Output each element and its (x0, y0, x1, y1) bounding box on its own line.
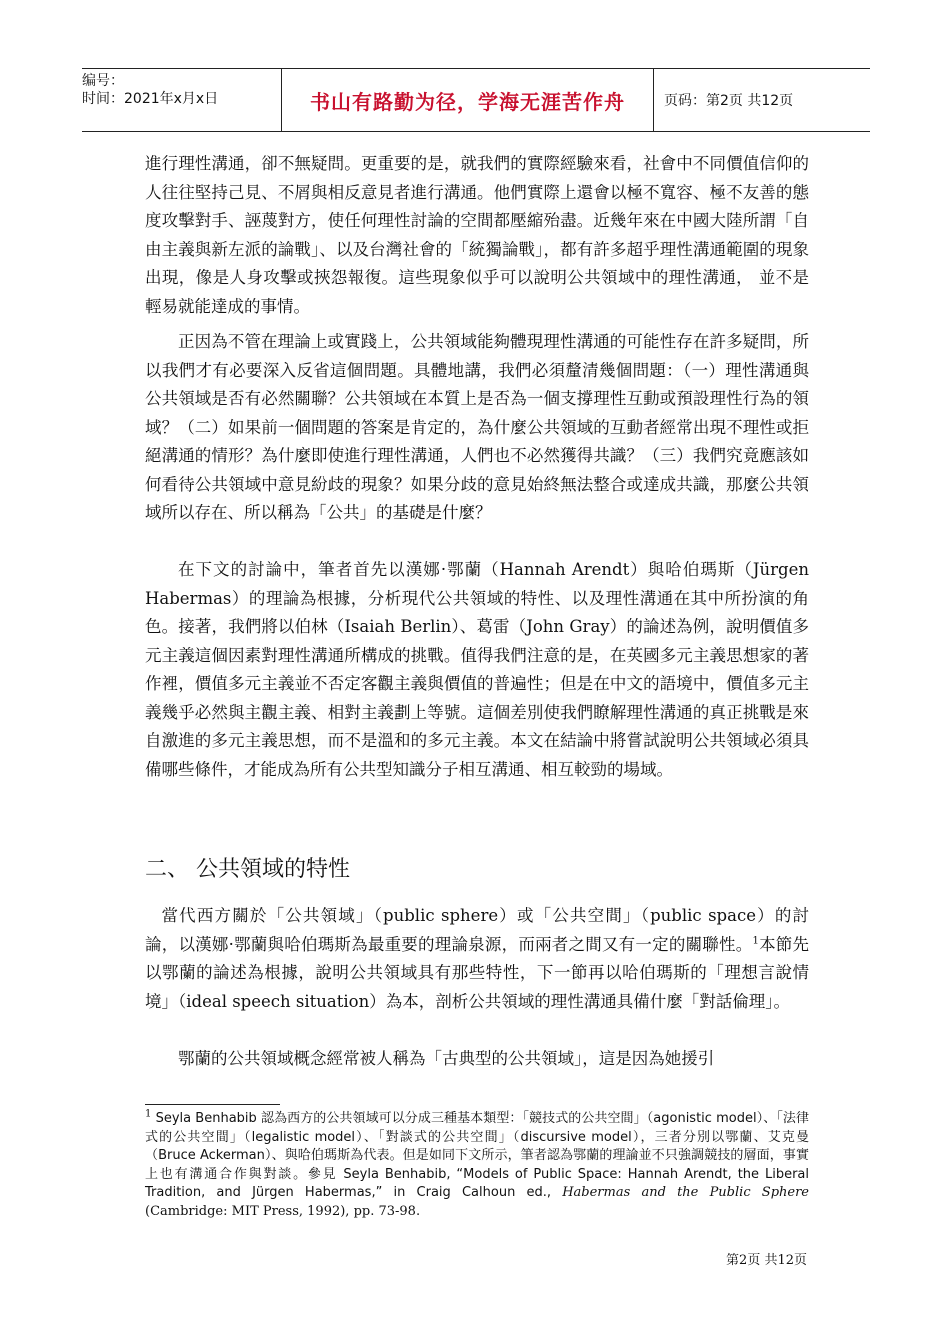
paragraph-4 (145, 902, 809, 1016)
footnote-divider (145, 1104, 280, 1105)
header-motto: 书山有路勤为径，学海无涯苦作舟 (281, 69, 654, 131)
page-footer-number: 第2页 共12页 (726, 1253, 807, 1268)
paragraph-4-continued: 本節先以鄂蘭的論述為根據，說明公共領域具有那些特性，下一節再以哈伯瑪斯的「理想言說情境」（ideal speech situation）為本，剖析公共領域的理性溝通具備什麼「對話倫理」。 (145, 934, 810, 1011)
paragraph-1-block (145, 150, 809, 321)
paragraph-2: 正因為不管在理論上或實踐上，公共領域能夠體現理性溝通的可能性存在許多疑問，所以我們才有必要深入反省這個問題。具體地講，我們必須釐清幾個問題：（一）理性溝通與公共領域是否有必然關聯？公共領域在本質上是否為一個支撐理性互動或預設理性行為的領域？（二）如果前一個問題的答案是肯定的，為什麼公共領域的互動者經常出現不理性或拒絕溝通的情形？為什麼即使進行理性溝通，人們也不必然獲得共識？（三）我們究竟應該如何看待公共領域中意見紛歧的現象？如果分歧的意見始終無法整合或達成共識，那麼公共領域所以存在、所以稱為「公共」的基礎是什麼？ (145, 332, 809, 522)
paragraph-2-block (145, 328, 809, 528)
paragraph-3: 在下文的討論中，筆者首先以漢娜·鄂蘭（Hannah Arendt）與哈伯瑪斯（Jürgen Habermas）的理論為根據，分析現代公共領域的特性、以及理性溝通在其中所扮演的角色。接著，我們將以伯林（Isaiah Berlin）、葛雷（John Gray）的論述為例，說明價值多元主義這個因素對理性溝通所構成的挑戰。值得我們注意的是，在英國多元主義思想家的著作裡，價值多元主義並不否定客觀主義與價值的普遍性；但是在中文的語境中，價值多元主義幾乎必然與主觀主義、相對主義劃上等號。這個差別使我們瞭解理性溝通的真正挑戰是來自激進的多元主義思想，而不是溫和的多元主義。本文在結論中將嘗試說明公共領域必須具備哪些條件，才能成為所有公共型知識分子相互溝通、相互較勁的場域。 (145, 560, 809, 779)
paragraph-4-text: 當代西方關於「公共領域」（public sphere）或「公共空間」（public space）的討論，以漢娜·鄂蘭與哈伯瑪斯為最重要的理論泉源，而兩者之間又有一定的關聯性。 (145, 906, 809, 954)
paragraph-3-block (145, 556, 809, 784)
paragraph-5-block (145, 1045, 809, 1074)
footnote-marker: 1 (145, 1108, 152, 1120)
section-title: 二、 公共領域的特性 (145, 857, 350, 882)
paragraph-4-block (145, 902, 809, 1016)
page-header (82, 68, 870, 132)
footnote-1 (145, 1110, 809, 1221)
paragraph-5: 鄂蘭的公共領域概念經常被人稱為「古典型的公共領域」，這是因為她援引 (178, 1049, 715, 1068)
footnote-book-title: Habermas and the Public Sphere (562, 1185, 809, 1200)
document-date-label: 时间：2021年x月x日 (82, 91, 219, 107)
footnote-text-a: Seyla Benhabib 認為西方的公共領域可以分成三種基本類型：「競技式的公共空間」（agonistic model）、「法律式的公共空間」（legalistic model）、「對談式的公共空間」（discursive model），三者分別以鄂蘭、艾克曼（Bruce Ackerman）、與哈伯瑪斯為代表。但是如同下文所示，筆者認為鄂蘭的理論並不只強調競技的層面，事實上也有溝通合作與對談。參見 Seyla Benhabib, “Models of Public Space: Hannah Arendt, the Liberal Tradition, and Jürgen Habermas,” in Craig Calhoun ed., (145, 1111, 809, 1200)
document-number-label: 编号： (82, 73, 124, 89)
footnote-ref-1[interactable]: 1 (752, 935, 759, 946)
paragraph-1: 進行理性溝通，卻不無疑問。更重要的是，就我們的實際經驗來看，社會中不同價值信仰的人往往堅持己見、不屑與相反意見者進行溝通。他們實際上還會以極不寬容、極不友善的態度攻擊對手、誣蔑對方，使任何理性討論的空間都壓縮殆盡。近幾年來在中國大陸所謂「自由主義與新左派的論戰」、以及台灣社會的「統獨論戰」，都有許多超乎理性溝通範圍的現象出現，像是人身攻擊或挾怨報復。這些現象似乎可以說明公共領域中的理性溝通， 並不是輕易就能達成的事情。 (145, 154, 809, 316)
header-page-label: 页码：第2页 共12页 (664, 93, 794, 109)
header-meta (82, 69, 280, 131)
footnote-text-b: (Cambridge: MIT Press, 1992), pp. 73-98. (145, 1203, 421, 1219)
